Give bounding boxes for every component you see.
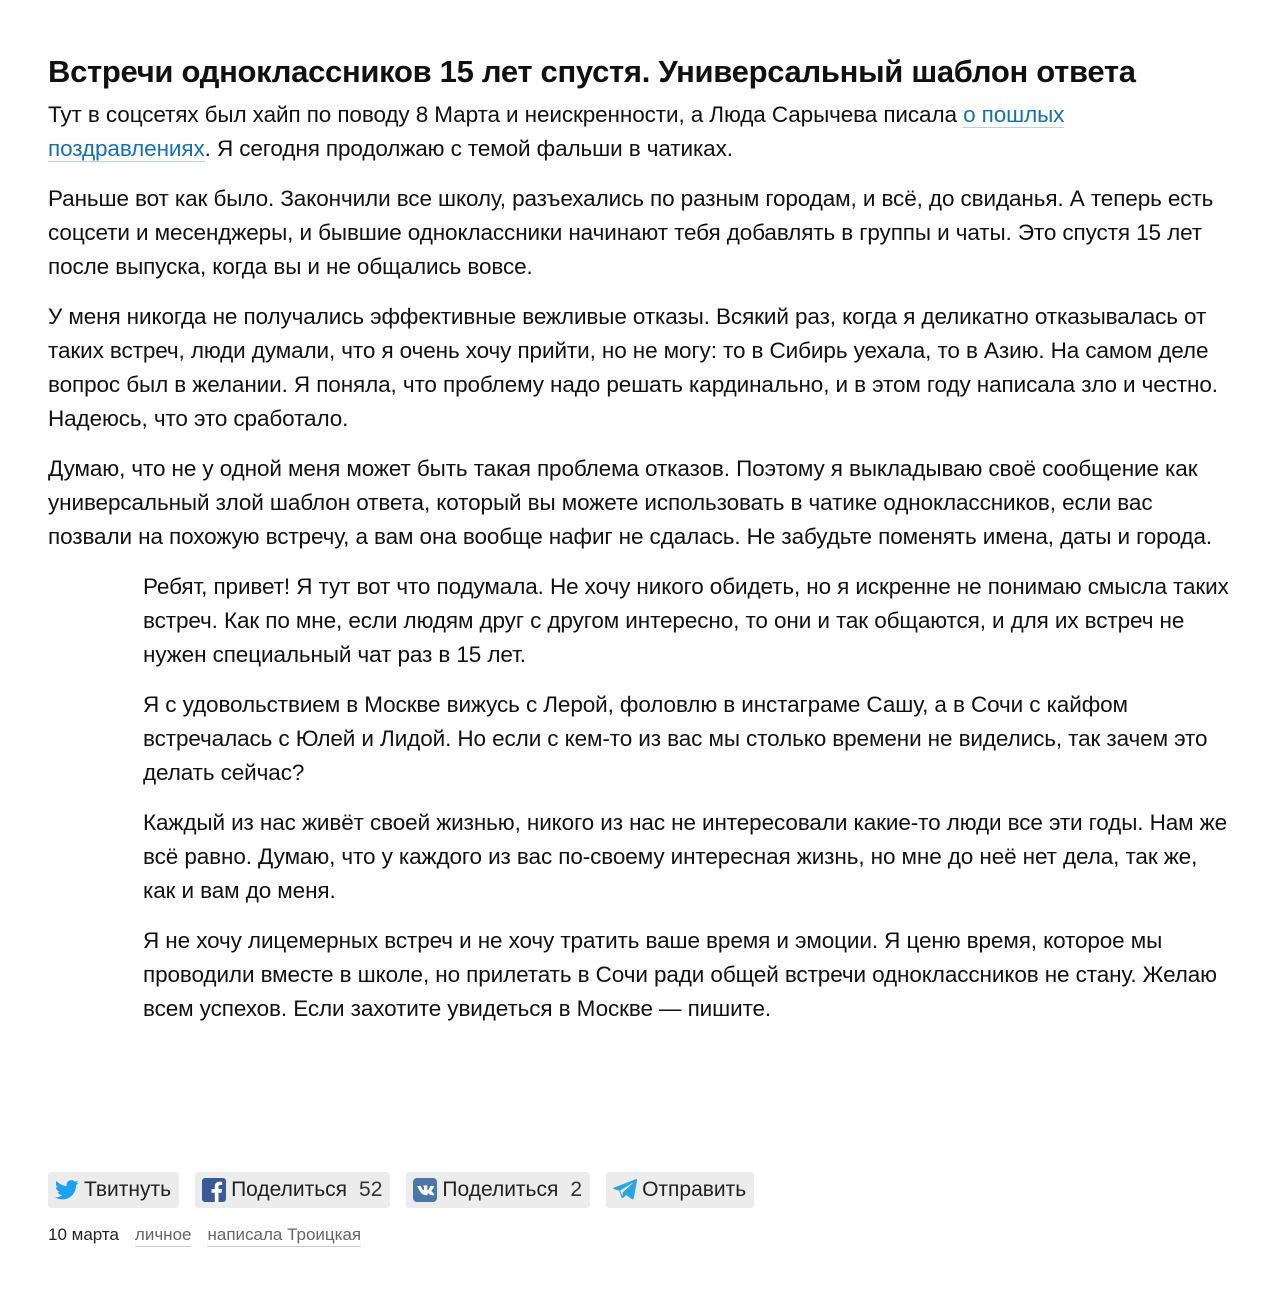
facebook-share-button[interactable] [195,1172,390,1208]
telegram-icon [612,1177,638,1203]
vk-icon [412,1177,438,1203]
author-link[interactable]: написала Троицкая [207,1224,361,1247]
vk-share-button[interactable] [406,1172,590,1208]
paragraph: Раньше вот как было. Закончили все школу, разъехались по разным городам, и всё, до свиданья. А теперь есть соцсети и месенджеры, и бывшие одноклассники начинают тебя добавлять в группы и чаты. Это спустя 15 лет после выпуска, когда вы и не общались вовсе. [48,186,1214,279]
article-title: Встречи одноклассников 15 лет спустя. Универсальный шаблон ответа [48,54,1136,89]
quote-paragraph: Ребят, привет! Я тут вот что подумала. Не хочу никого обидеть, но я искренне не понимаю смысла таких встреч. Как по мне, если людям друг с другом интересно, то они и так общаются, и для их встреч не нужен специальный чат раз в 15 лет. [143,574,1229,667]
telegram-send-button[interactable] [606,1172,754,1208]
quote-paragraph: Я не хочу лицемерных встреч и не хочу тратить ваше время и эмоции. Я ценю время, которое мы проводили вместе в школе, но прилетать в Сочи ради общей встречи одноклассников не стану. Желаю всем успехов. Если захотите увидеться в Москве — пишите. [143,928,1217,1021]
tag-link[interactable]: личное [135,1224,192,1247]
twitter-icon [54,1177,80,1203]
facebook-share-label: Поделиться [231,1178,348,1201]
intro-paragraph [48,98,1229,166]
vk-share-label: Поделиться [442,1178,559,1201]
vk-share-count: 2 [570,1178,583,1201]
quoted-message [48,570,1229,1026]
intro-text-before: Тут в соцсетях был хайп по поводу 8 Марта и неискренности, а Люда Сарычева писала [48,102,964,127]
article-body [48,98,1229,554]
share-buttons [48,1172,754,1208]
facebook-icon [201,1177,227,1203]
intro-text-after: . Я сегодня продолжаю с темой фальши в чатиках. [204,136,733,161]
tweet-label: Твитнуть [84,1178,172,1201]
article-meta [48,1224,361,1247]
tweet-button[interactable] [48,1172,179,1208]
facebook-share-count: 52 [359,1178,383,1201]
telegram-send-label: Отправить [642,1178,747,1201]
pошлые-link[interactable]: о пошлых поздравлениях [48,102,1065,161]
quote-paragraph: Я с удовольствием в Москве вижусь с Лерой, фоловлю в инстаграме Сашу, а в Сочи с кайфом встречалась с Юлей и Лидой. Но если с кем-то из вас мы столько времени не виделись, так зачем это делать сейчас? [143,692,1208,785]
paragraph: Думаю, что не у одной меня может быть такая проблема отказов. Поэтому я выкладываю своё сообщение как универсальный злой шаблон ответа, который вы можете использовать в чатике одноклассников, если вас позвали на похожую встречу, а вам она вообще нафиг не сдалась. Не забудьте поменять имена, даты и города. [48,456,1213,549]
publish-date: 10 марта [48,1225,119,1244]
quote-paragraph: Каждый из нас живёт своей жизнью, никого из нас не интересовали какие-то люди все эти годы. Нам же всё равно. Думаю, что у каждого из вас по-своему интересная жизнь, но мне до неё нет дела, так же, как и вам до меня. [143,810,1228,903]
paragraph: У меня никогда не получались эффективные вежливые отказы. Всякий раз, когда я деликатно отказывалась от таких встреч, люди думали, что я очень хочу прийти, но не могу: то в Сибирь уехала, то в Азию. На самом деле вопрос был в желании. Я поняла, что проблему надо решать кардинально, и в этом году написала зло и честно. Надеюсь, что это сработало. [48,304,1218,431]
